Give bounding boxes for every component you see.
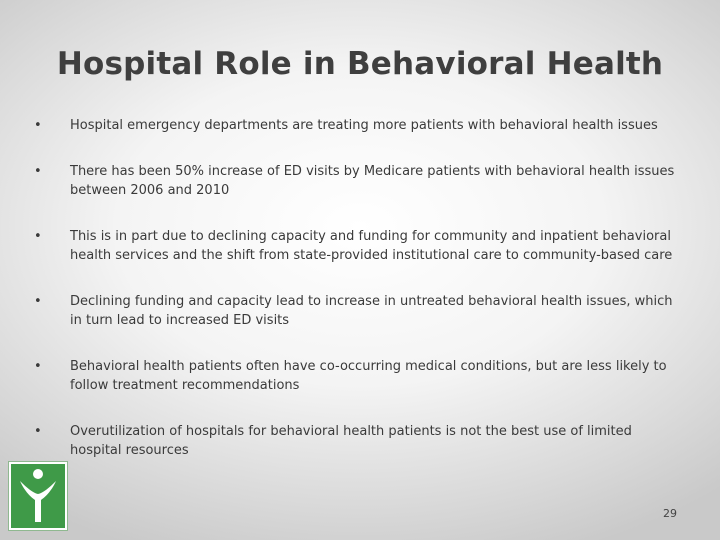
- page-number: 29: [663, 507, 677, 520]
- bullet-marker: •: [34, 118, 42, 133]
- bullet-marker: •: [34, 424, 42, 439]
- bullet-item: [34, 357, 684, 395]
- bullet-text: Declining funding and capacity lead to increase in untreated behavioral health issues, which in turn lead to increased ED visits: [70, 294, 673, 328]
- bullet-item: [34, 116, 684, 135]
- bullet-text: This is in part due to declining capacity and funding for community and inpatient behavioral health services and the shift from state-provided institutional care to community-based care: [70, 229, 673, 263]
- bullet-text: Behavioral health patients often have co-occurring medical conditions, but are less likely to follow treatment recommendations: [70, 359, 667, 393]
- bullet-text: Hospital emergency departments are treating more patients with behavioral health issues: [70, 118, 658, 133]
- slide-title: Hospital Role in Behavioral Health: [56, 46, 664, 82]
- bullet-marker: •: [34, 229, 42, 244]
- bullet-item: [34, 227, 684, 265]
- bullet-marker: •: [34, 359, 42, 374]
- bullet-marker: •: [34, 164, 42, 179]
- bullet-marker: •: [34, 294, 42, 309]
- bullet-item: [34, 162, 684, 200]
- bullet-text: Overutilization of hospitals for behavioral health patients is not the best use of limited hospital resources: [70, 424, 632, 458]
- bullet-item: [34, 292, 684, 330]
- bullet-text: There has been 50% increase of ED visits by Medicare patients with behavioral health issues between 2006 and 2010: [70, 164, 675, 198]
- person-y-logo-icon: [9, 462, 67, 530]
- bullet-item: [34, 422, 684, 460]
